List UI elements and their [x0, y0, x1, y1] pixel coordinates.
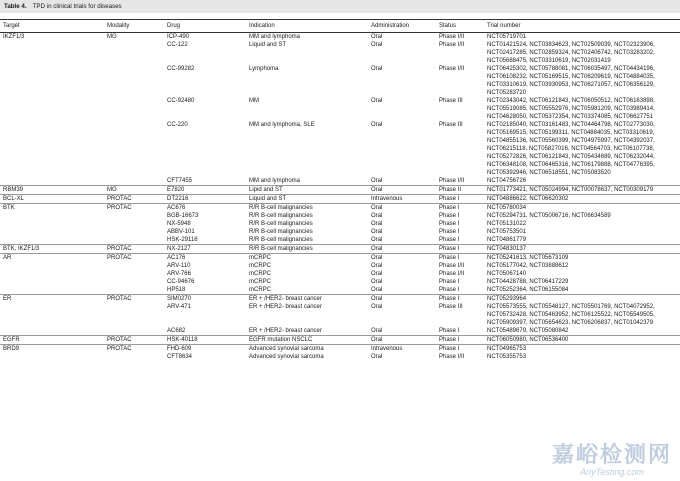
- cell-modality: PROTAC: [104, 345, 164, 354]
- table-caption: [0, 0, 680, 13]
- cell-target: BTK: [0, 204, 104, 213]
- cell-indication: mCRPC: [249, 263, 271, 269]
- trials-table: [0, 19, 680, 361]
- cell-administration: Oral: [371, 34, 383, 40]
- trial-line: NCT04628050, NCT05372354, NCT03374085, NCT06627751: [487, 114, 654, 120]
- cell-target: IKZF1/3: [3, 34, 25, 40]
- table-row: [0, 327, 680, 336]
- cell-administration: Oral: [371, 354, 383, 360]
- cell-administration: Oral: [368, 186, 436, 195]
- cell-administration: Oral: [371, 237, 383, 243]
- cell-status: Phase I: [436, 204, 484, 213]
- cell-trial-number: [484, 97, 680, 121]
- cell-target: AR: [0, 254, 104, 263]
- cell-trial-number: [484, 121, 680, 177]
- cell-indication: mCRPC: [249, 279, 271, 285]
- header-drug: Drug: [164, 20, 246, 33]
- table-row: [0, 121, 680, 177]
- cell-drug: SIM0270: [164, 295, 246, 304]
- cell-status: Phase I: [436, 336, 484, 345]
- table-body: [0, 33, 680, 362]
- cell-drug: NX-2127: [164, 245, 246, 254]
- trial-line: NCT05573555, NCT05548127, NCT05501769, NCT04072952,: [487, 304, 655, 310]
- cell-trial-number: [484, 186, 680, 195]
- header-row: [0, 20, 680, 33]
- table-row: [0, 286, 680, 295]
- cell-administration: Oral: [371, 213, 383, 219]
- table-row: [0, 228, 680, 236]
- cell-target: [0, 236, 104, 245]
- trial-line: NCT06215118, NCT05827016, NCT04564703, NCT06107738,: [487, 146, 655, 152]
- cell-trial-number: [484, 65, 680, 97]
- table-row: [0, 41, 680, 65]
- cell-target: [0, 286, 104, 295]
- cell-trial-number: [484, 262, 680, 270]
- trial-line: NCT05355753: [487, 354, 527, 360]
- cell-status: Phase III: [439, 98, 463, 104]
- trial-line: NCT05169515, NCT05199311, NCT04884035, NCT03310619,: [487, 130, 655, 136]
- trial-line: NCT02343042, NCT06121843, NCT06050512, NCT06163898,: [487, 98, 655, 104]
- cell-trial-number: [484, 303, 680, 327]
- header-modality: Modality: [104, 20, 164, 33]
- trial-line: NCT02417285, NCT02859324, NCT02406742, NCT03283202,: [487, 50, 655, 56]
- cell-target: [0, 228, 104, 236]
- cell-drug: CFT8634: [167, 354, 193, 360]
- cell-target: [0, 41, 104, 65]
- header-administration: Administration: [368, 20, 436, 33]
- table-row: [0, 212, 680, 220]
- cell-trial-number: [484, 353, 680, 361]
- cell-trial-number: [484, 220, 680, 228]
- cell-status: Phase I: [439, 237, 460, 243]
- cell-target: [0, 353, 104, 361]
- cell-modality: [104, 262, 164, 270]
- cell-indication: MM and lymphoma: [249, 34, 301, 40]
- cell-modality: [104, 303, 164, 327]
- cell-indication: ER + /HER2- breast cancer: [249, 328, 322, 334]
- cell-drug: BGB-16673: [167, 213, 199, 219]
- cell-trial-number: [484, 228, 680, 236]
- cell-administration: Oral: [371, 42, 383, 48]
- cell-drug: ARV-471: [167, 304, 191, 310]
- cell-target: [0, 177, 104, 186]
- cell-administration: Oral: [371, 178, 383, 184]
- cell-administration: Intravenous: [368, 345, 436, 354]
- cell-administration: Oral: [371, 263, 383, 269]
- table-row: [0, 195, 680, 204]
- cell-modality: MG: [107, 34, 117, 40]
- table-label: Table 4.: [4, 3, 27, 10]
- trial-line: NCT05283720: [487, 90, 527, 96]
- cell-drug: FHD-609: [164, 345, 246, 354]
- table-row: [0, 345, 680, 354]
- table-title: TPD in clinical trials for diseases: [32, 3, 122, 10]
- cell-target: BTK, IKZF1/3: [0, 245, 104, 254]
- cell-indication: R/R B-cell malignancies: [249, 237, 313, 243]
- cell-indication: R/R B-cell malignancies: [249, 221, 313, 227]
- table-row: [0, 245, 680, 254]
- cell-status: Phase I/II: [439, 66, 465, 72]
- cell-indication: MM: [249, 98, 259, 104]
- cell-target: RBM39: [0, 186, 104, 195]
- cell-target: ER: [0, 295, 104, 304]
- trial-line: NCT05252364, NCT06155084: [487, 287, 569, 293]
- cell-status: Phase I: [436, 345, 484, 354]
- cell-drug: E7820: [164, 186, 246, 195]
- cell-drug: ABBV-101: [167, 229, 195, 235]
- trial-line: NCT04830137: [487, 246, 527, 252]
- watermark-logo: [552, 443, 672, 477]
- cell-target: [0, 65, 104, 97]
- cell-trial-number: [484, 177, 680, 186]
- table-row: [0, 303, 680, 327]
- cell-drug: ICP-490: [167, 34, 190, 40]
- cell-trial-number: [484, 195, 680, 204]
- cell-drug: CC-94676: [167, 279, 195, 285]
- cell-trial-number: [484, 245, 680, 254]
- cell-target: [0, 270, 104, 278]
- cell-drug: HSK-40118: [164, 336, 246, 345]
- header-indication: Indication: [246, 20, 368, 33]
- trial-line: NCT04886622, NCT06620302: [487, 196, 569, 202]
- cell-target: [0, 262, 104, 270]
- cell-trial-number: [484, 33, 680, 42]
- cell-modality: PROTAC: [104, 336, 164, 345]
- cell-indication: R/R B-cell malignancies: [249, 213, 313, 219]
- cell-indication: MM and lymphoma, SLE: [249, 122, 315, 128]
- cell-administration: Oral: [368, 254, 436, 263]
- cell-modality: [104, 121, 164, 177]
- cell-target: [0, 220, 104, 228]
- trial-line: NCT05719701: [487, 34, 527, 40]
- cell-modality: [104, 177, 164, 186]
- cell-administration: Oral: [371, 271, 383, 277]
- cell-modality: [104, 228, 164, 236]
- cell-administration: Oral: [371, 122, 383, 128]
- cell-administration: Oral: [371, 279, 383, 285]
- cell-target: [0, 121, 104, 177]
- table-row: [0, 236, 680, 245]
- cell-drug: HP518: [167, 287, 186, 293]
- table-row: [0, 33, 680, 42]
- cell-trial-number: [484, 278, 680, 286]
- table-row: [0, 186, 680, 195]
- trial-line: NCT04861779: [487, 237, 527, 243]
- table-row: [0, 278, 680, 286]
- cell-indication: Advanced synovial sarcoma: [249, 354, 324, 360]
- cell-modality: [104, 353, 164, 361]
- cell-indication: mCRPC: [249, 271, 271, 277]
- trial-line: NCT04428788, NCT06417229: [487, 279, 569, 285]
- cell-modality: [104, 220, 164, 228]
- cell-indication: Advanced synovial sarcoma: [246, 345, 368, 354]
- cell-drug: AC676: [164, 204, 246, 213]
- cell-status: Phase I: [436, 254, 484, 263]
- trial-line: NCT03310619, NCT03930953, NCT06271057, NCT06356129,: [487, 82, 655, 88]
- cell-target: EGFR: [0, 336, 104, 345]
- header-trial-number: Trial number: [484, 20, 680, 33]
- trial-line: NCT06425302, NCT05788081, NCT06035497, NCT04434196,: [487, 66, 655, 72]
- cell-indication: MM and lymphoma: [249, 178, 301, 184]
- table-row: [0, 336, 680, 345]
- cell-target: [0, 278, 104, 286]
- cell-trial-number: [484, 327, 680, 336]
- cell-indication: mCRPC: [246, 254, 368, 263]
- cell-administration: Intravenous: [368, 195, 436, 204]
- cell-drug: CC-92480: [167, 98, 195, 104]
- trial-line: NCT05688475, NCT03310619, NCT02031419: [487, 58, 611, 64]
- cell-modality: PROTAC: [104, 204, 164, 213]
- trial-line: NCT05909397, NCT05654623, NCT06206837, NCT01042379: [487, 320, 654, 326]
- cell-indication: EGFR mutation NSCLC: [246, 336, 368, 345]
- watermark-cn: 嘉峪检测网: [551, 442, 672, 467]
- cell-modality: [104, 97, 164, 121]
- cell-target: [0, 303, 104, 327]
- cell-modality: [104, 41, 164, 65]
- cell-modality: [104, 327, 164, 336]
- cell-status: Phase I/II: [439, 34, 465, 40]
- trial-line: NCT05241613, NCT05673109: [487, 255, 569, 261]
- table-row: [0, 177, 680, 186]
- cell-indication: Liquid and ST: [246, 195, 368, 204]
- cell-status: Phase III: [439, 304, 463, 310]
- cell-status: Phase I: [439, 279, 460, 285]
- cell-target: BRD9: [0, 345, 104, 354]
- table-row: [0, 270, 680, 278]
- cell-drug: CC-220: [167, 122, 188, 128]
- trial-line: NCT05272826, NCT06121843, NCT05434689, NCT06232044,: [487, 154, 655, 160]
- trial-line: NCT06108232, NCT05169515, NCT06209619, NCT04884035,: [487, 74, 655, 80]
- cell-modality: [104, 286, 164, 295]
- cell-trial-number: [484, 295, 680, 304]
- cell-drug: CC-99282: [167, 66, 195, 72]
- cell-status: Phase I/II: [439, 178, 465, 184]
- cell-target: [0, 327, 104, 336]
- cell-drug: NX-5948: [167, 221, 191, 227]
- cell-status: Phase I: [436, 295, 484, 304]
- cell-trial-number: [484, 254, 680, 263]
- cell-modality: PROTAC: [104, 254, 164, 263]
- cell-modality: [104, 212, 164, 220]
- cell-drug: ARV-110: [167, 263, 191, 269]
- cell-modality: MG: [104, 186, 164, 195]
- trial-line: NCT05519085, NCT05552976, NCT05981209, NCT03989414,: [487, 106, 655, 112]
- trial-line: NCT05293964: [487, 296, 527, 302]
- cell-status: Phase I: [439, 229, 460, 235]
- cell-drug: HSK-29116: [167, 237, 198, 243]
- table-row: [0, 353, 680, 361]
- cell-modality: [104, 278, 164, 286]
- cell-administration: Oral: [371, 304, 383, 310]
- cell-modality: PROTAC: [104, 295, 164, 304]
- trial-line: NCT01421524, NCT03834623, NCT02509039, NCT02323906,: [487, 42, 655, 48]
- trial-line: NCT05732428, NCT05463952, NCT06125522, NCT05549505,: [487, 312, 655, 318]
- cell-drug: AC176: [164, 254, 246, 263]
- cell-administration: Oral: [371, 98, 383, 104]
- table-row: [0, 254, 680, 263]
- cell-trial-number: [484, 41, 680, 65]
- cell-trial-number: [484, 204, 680, 213]
- cell-status: Phase I: [439, 287, 460, 293]
- cell-modality: [104, 65, 164, 97]
- trial-line: NCT02185040, NCT03161483, NCT04464798, NCT02773030,: [487, 122, 655, 128]
- cell-trial-number: [484, 236, 680, 245]
- cell-modality: [104, 236, 164, 245]
- trial-line: NCT05392946, NCT06518551, NCT05083520: [487, 170, 611, 176]
- cell-indication: Lipid and ST: [246, 186, 368, 195]
- cell-administration: Oral: [371, 66, 383, 72]
- cell-indication: Lymphoma: [249, 66, 279, 72]
- table-row: [0, 220, 680, 228]
- trial-line: NCT05753501: [487, 229, 527, 235]
- cell-administration: Oral: [371, 221, 383, 227]
- cell-trial-number: [484, 345, 680, 354]
- cell-administration: Oral: [371, 229, 383, 235]
- trial-line: NCT05177042, NCT03888612: [487, 263, 569, 269]
- cell-drug: AC682: [167, 328, 186, 334]
- trial-line: NCT04855136, NCT05560399, NCT04975997, NCT04392037,: [487, 138, 655, 144]
- trial-line: NCT01773421, NCT05024994, NCT00078637, NCT00309179: [487, 187, 654, 193]
- header-target: Target: [0, 20, 104, 33]
- cell-target: [0, 97, 104, 121]
- cell-indication: R/R B-cell malignancies: [246, 204, 368, 213]
- trial-line: NCT05780034: [487, 205, 527, 211]
- cell-indication: R/R B-cell malignancies: [249, 229, 313, 235]
- cell-indication: ER + /HER2- breast cancer: [246, 295, 368, 304]
- cell-modality: PROTAC: [104, 195, 164, 204]
- cell-administration: Oral: [368, 245, 436, 254]
- table-row: [0, 97, 680, 121]
- cell-indication: R/R B-cell malignancies: [246, 245, 368, 254]
- cell-drug: CFT7455: [167, 178, 193, 184]
- cell-status: Phase I: [439, 221, 460, 227]
- cell-status: Phase I: [436, 195, 484, 204]
- trial-line: NCT05294731, NCT05006716, NCT06634589: [487, 213, 611, 219]
- cell-status: Phase III: [439, 122, 463, 128]
- trial-line: NCT05489679, NCT05080842: [487, 328, 569, 334]
- cell-trial-number: [484, 212, 680, 220]
- cell-drug: ARV-766: [167, 271, 191, 277]
- cell-target: [0, 212, 104, 220]
- cell-drug: CC-122: [167, 42, 188, 48]
- cell-administration: Oral: [368, 336, 436, 345]
- trial-line: NCT04756726: [487, 178, 527, 184]
- trial-line: NCT06348108, NCT06465316, NCT06179888, NCT04776395,: [487, 162, 655, 168]
- table-row: [0, 295, 680, 304]
- table-row: [0, 204, 680, 213]
- cell-status: Phase I/II: [439, 42, 465, 48]
- cell-status: Phase I/II: [439, 271, 465, 277]
- table-row: [0, 65, 680, 97]
- header-status: Status: [436, 20, 484, 33]
- cell-status: Phase I: [439, 213, 460, 219]
- trial-line: NCT05067140: [487, 271, 527, 277]
- cell-administration: Oral: [368, 295, 436, 304]
- cell-trial-number: [484, 286, 680, 295]
- cell-indication: ER + /HER2- breast cancer: [249, 304, 322, 310]
- table-row: [0, 262, 680, 270]
- cell-indication: mCRPC: [249, 287, 271, 293]
- cell-status: Phase II: [436, 186, 484, 195]
- cell-modality: PROTAC: [104, 245, 164, 254]
- trial-line: NCT06050980, NCT06536400: [487, 337, 569, 343]
- cell-indication: Liquid and ST: [249, 42, 287, 48]
- cell-trial-number: [484, 336, 680, 345]
- trial-line: NCT05131022: [487, 221, 527, 227]
- trial-line: NCT04965753: [487, 346, 527, 352]
- cell-status: Phase I: [439, 328, 460, 334]
- cell-trial-number: [484, 270, 680, 278]
- cell-status: Phase I/II: [439, 354, 465, 360]
- cell-administration: Oral: [371, 287, 383, 293]
- watermark-en: AnyTesting.com: [580, 467, 644, 477]
- cell-drug: DT2216: [164, 195, 246, 204]
- cell-status: Phase I/II: [439, 263, 465, 269]
- cell-administration: Oral: [368, 204, 436, 213]
- cell-status: Phase I: [436, 245, 484, 254]
- cell-administration: Oral: [371, 328, 383, 334]
- cell-modality: [104, 270, 164, 278]
- cell-target: BCL-XL: [0, 195, 104, 204]
